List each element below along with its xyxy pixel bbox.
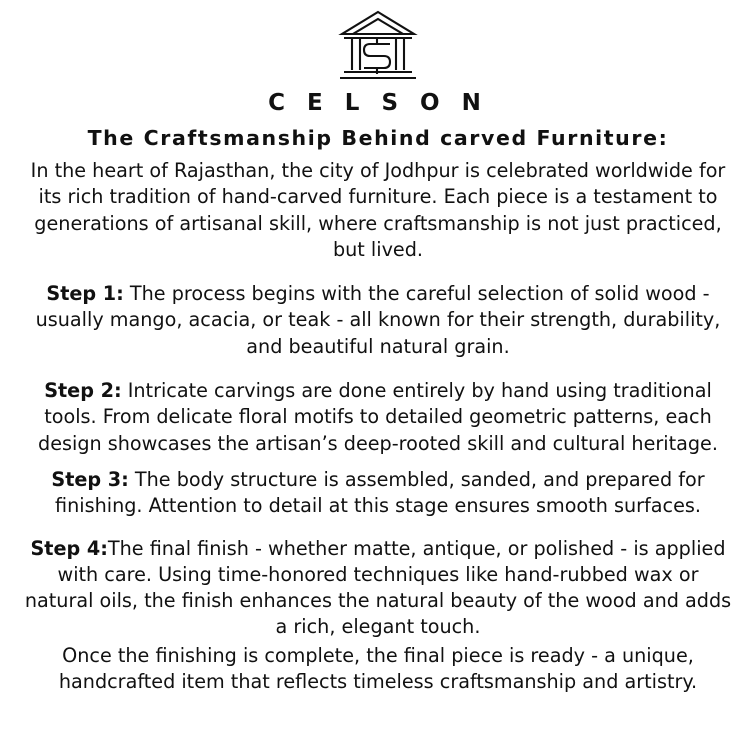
step-label-4: Step 4: xyxy=(30,536,108,560)
step-label-1: Step 1: xyxy=(46,282,124,306)
brand-name: C E L S O N xyxy=(268,90,488,116)
house-with-pillars-and-s-monogram-icon xyxy=(330,8,426,86)
brand-logo xyxy=(330,8,426,86)
step-label-2: Step 2: xyxy=(44,379,122,403)
step-text-1: The process begins with the careful selection of solid wood - usually mango, acacia, or teak - all known for their strength, durability, and beautiful natural grain. xyxy=(35,282,721,358)
intro-paragraph: In the heart of Rajasthan, the city of Jodhpur is celebrated worldwide for its rich tradition of hand-carved furniture. Each piece is a testament to generations of artisanal skill, where craftsmanship is not just practiced, but lived. xyxy=(30,159,726,261)
step-text-2: Intricate carvings are done entirely by hand using traditional tools. From delicate floral motifs to detailed geometric patterns, each design showcases the artisan’s deep-rooted skill and cultural heritage. xyxy=(38,379,718,455)
step-text-3: The body structure is assembled, sanded, and prepared for finishing. Attention to detail at this stage ensures smooth surfaces. xyxy=(55,467,705,518)
page-title: The Craftsmanship Behind carved Furniture: xyxy=(87,126,669,150)
step-paragraph-1 xyxy=(22,281,734,360)
step-paragraph-3 xyxy=(22,467,734,520)
step-paragraph-4 xyxy=(22,536,734,641)
step-paragraph-2 xyxy=(22,378,734,457)
step-text-4: The final finish - whether matte, antique, or polished - is applied with care. Using time-honored techniques like hand-rubbed wax or natural oils, the finish enhances the natural beauty of the wood and adds a rich, elegant touch. xyxy=(24,536,732,639)
step-label-3: Step 3: xyxy=(51,467,129,491)
closing-paragraph: Once the finishing is complete, the final piece is ready - a unique, handcrafted item that reflects timeless craftsmanship and artistry. xyxy=(58,643,698,694)
article-body xyxy=(22,156,734,695)
